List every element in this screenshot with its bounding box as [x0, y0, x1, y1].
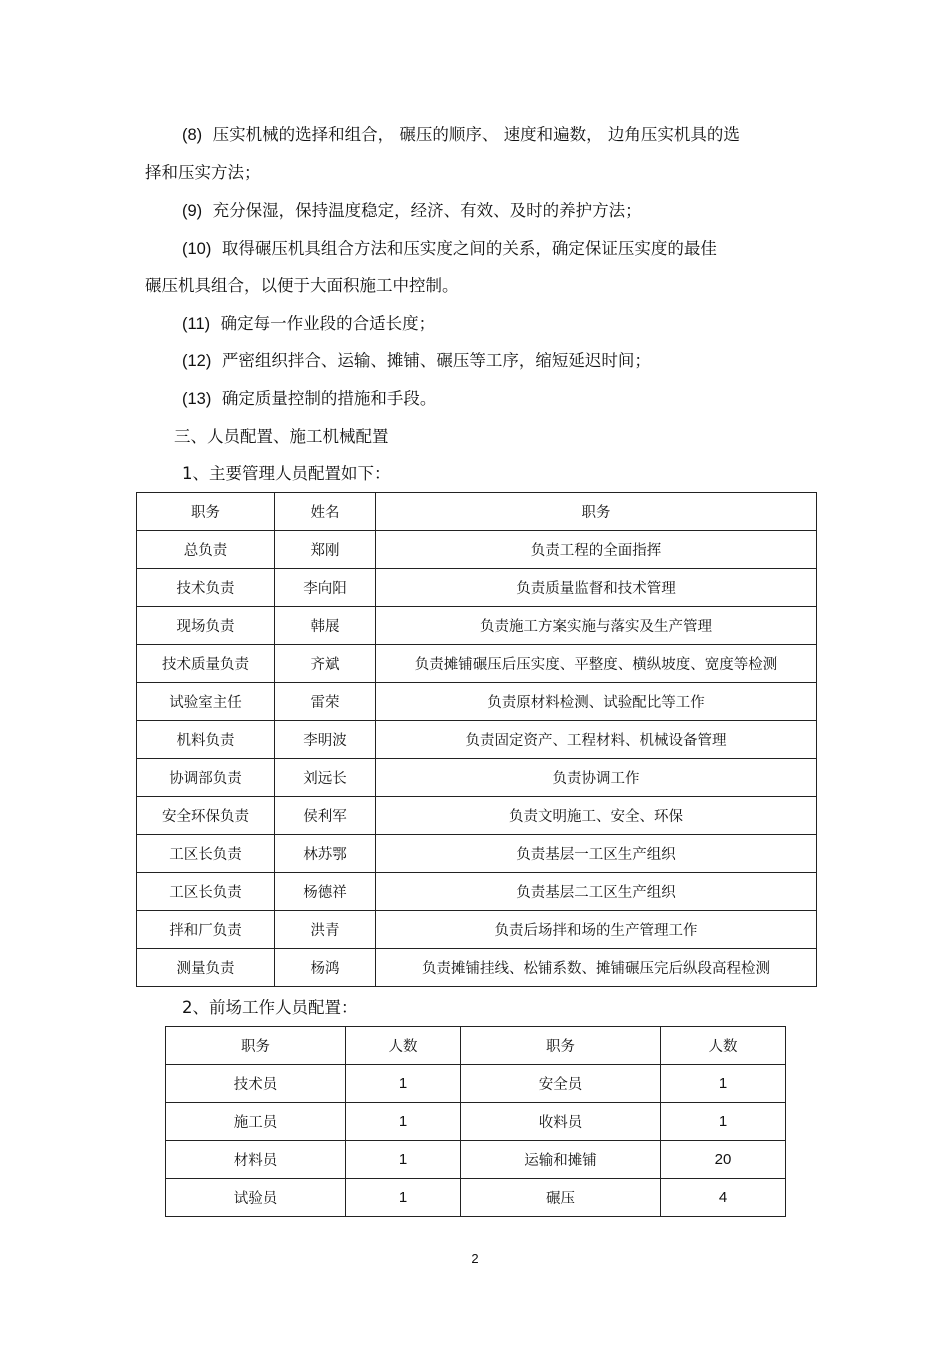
duty-cell: 负责基层二工区生产组织	[376, 873, 817, 911]
item-text: 充分保湿，保持温度稳定，经济、有效、及时的养护方法；	[212, 201, 642, 220]
duty-cell: 负责摊铺挂线、松铺系数、摊铺碾压完后纵段高程检测	[376, 949, 817, 987]
site-staff-table	[165, 1026, 786, 1217]
position-cell: 碾压	[461, 1179, 661, 1217]
table-row	[137, 569, 817, 607]
duty-cell: 负责工程的全面指挥	[376, 531, 817, 569]
table-row	[137, 531, 817, 569]
section-heading: 三、人员配置、施工机械配置	[174, 427, 389, 446]
name-cell: 李向阳	[275, 569, 376, 607]
duty-cell: 负责文明施工、安全、环保	[376, 797, 817, 835]
position-cell: 总负责	[137, 531, 275, 569]
item-text: 压实机械的选择和组合， 碾压的顺序、 速度和遍数， 边角压实机具的选	[212, 125, 740, 144]
header-cell: 人数	[661, 1027, 786, 1065]
table-header-row	[166, 1027, 786, 1065]
table-row	[137, 949, 817, 987]
item-number: (9)	[182, 202, 203, 220]
position-cell: 现场负责	[137, 607, 275, 645]
name-cell: 郑刚	[275, 531, 376, 569]
table-row	[166, 1179, 786, 1217]
item-number: (11)	[182, 315, 211, 333]
paragraph-9	[182, 201, 642, 221]
item-text: 确定每一作业段的合适长度；	[220, 314, 436, 333]
duty-cell: 负责固定资产、工程材料、机械设备管理	[376, 721, 817, 759]
header-cell: 职务	[166, 1027, 346, 1065]
paragraph-8-line2: 择和压实方法；	[145, 163, 261, 182]
paragraph-11	[182, 314, 435, 334]
count-cell: 1	[346, 1179, 461, 1217]
position-cell: 运输和摊铺	[461, 1141, 661, 1179]
header-cell: 职务	[461, 1027, 661, 1065]
position-cell: 试验室主任	[137, 683, 275, 721]
name-cell: 洪青	[275, 911, 376, 949]
position-cell: 施工员	[166, 1103, 346, 1141]
duty-cell: 负责协调工作	[376, 759, 817, 797]
table-row	[166, 1141, 786, 1179]
paragraph-10-line2: 碾压机具组合，以便于大面积施工中控制。	[145, 276, 459, 295]
position-cell: 技术员	[166, 1065, 346, 1103]
position-cell: 技术负责	[137, 569, 275, 607]
item-number: (8)	[182, 126, 203, 144]
position-cell: 工区长负责	[137, 873, 275, 911]
name-cell: 杨德祥	[275, 873, 376, 911]
header-cell: 职务	[376, 493, 817, 531]
position-cell: 工区长负责	[137, 835, 275, 873]
position-cell: 技术质量负责	[137, 645, 275, 683]
position-cell: 安全环保负责	[137, 797, 275, 835]
table-header-row	[137, 493, 817, 531]
table-row	[137, 645, 817, 683]
paragraph-10-line1	[182, 239, 717, 259]
subsection-heading-management: 1、主要管理人员配置如下：	[182, 464, 391, 483]
name-cell: 侯利军	[275, 797, 376, 835]
count-cell: 1	[346, 1141, 461, 1179]
position-cell: 测量负责	[137, 949, 275, 987]
name-cell: 齐斌	[275, 645, 376, 683]
name-cell: 杨鸿	[275, 949, 376, 987]
table-row	[137, 759, 817, 797]
position-cell: 拌和厂负责	[137, 911, 275, 949]
name-cell: 雷荣	[275, 683, 376, 721]
count-cell: 1	[346, 1103, 461, 1141]
name-cell: 韩展	[275, 607, 376, 645]
paragraph-8-line1	[182, 125, 740, 145]
table-row	[137, 911, 817, 949]
table-row	[137, 873, 817, 911]
name-cell: 刘远长	[275, 759, 376, 797]
subsection-heading-site-staff: 2、前场工作人员配置：	[182, 998, 358, 1017]
position-cell: 试验员	[166, 1179, 346, 1217]
header-cell: 职务	[137, 493, 275, 531]
count-cell: 4	[661, 1179, 786, 1217]
position-cell: 材料员	[166, 1141, 346, 1179]
management-staff-table	[136, 492, 817, 987]
position-cell: 安全员	[461, 1065, 661, 1103]
position-cell: 收料员	[461, 1103, 661, 1141]
item-number: (10)	[182, 240, 212, 258]
count-cell: 1	[346, 1065, 461, 1103]
duty-cell: 负责施工方案实施与落实及生产管理	[376, 607, 817, 645]
count-cell: 20	[661, 1141, 786, 1179]
position-cell: 协调部负责	[137, 759, 275, 797]
table-row	[137, 607, 817, 645]
table-row	[137, 835, 817, 873]
table-row	[137, 797, 817, 835]
table-row	[166, 1065, 786, 1103]
position-cell: 机料负责	[137, 721, 275, 759]
duty-cell: 负责摊铺碾压后压实度、平整度、横纵坡度、宽度等检测	[376, 645, 817, 683]
paragraph-13	[182, 389, 436, 409]
name-cell: 林苏鄂	[275, 835, 376, 873]
item-number: (13)	[182, 390, 212, 408]
item-text: 严密组织拌合、运输、摊铺、碾压等工序，缩短延迟时间；	[221, 351, 651, 370]
table-row	[137, 683, 817, 721]
header-cell: 姓名	[275, 493, 376, 531]
count-cell: 1	[661, 1065, 786, 1103]
item-number: (12)	[182, 352, 212, 370]
header-cell: 人数	[346, 1027, 461, 1065]
duty-cell: 负责原材料检测、试验配比等工作	[376, 683, 817, 721]
page-number: 2	[471, 1251, 479, 1266]
table-row	[166, 1103, 786, 1141]
duty-cell: 负责基层一工区生产组织	[376, 835, 817, 873]
table-row	[137, 721, 817, 759]
duty-cell: 负责后场拌和场的生产管理工作	[376, 911, 817, 949]
item-text: 确定质量控制的措施和手段。	[221, 389, 437, 408]
count-cell: 1	[661, 1103, 786, 1141]
duty-cell: 负责质量监督和技术管理	[376, 569, 817, 607]
item-text: 取得碾压机具组合方法和压实度之间的关系，确定保证压实度的最佳	[221, 239, 717, 258]
name-cell: 李明波	[275, 721, 376, 759]
paragraph-12	[182, 351, 651, 371]
